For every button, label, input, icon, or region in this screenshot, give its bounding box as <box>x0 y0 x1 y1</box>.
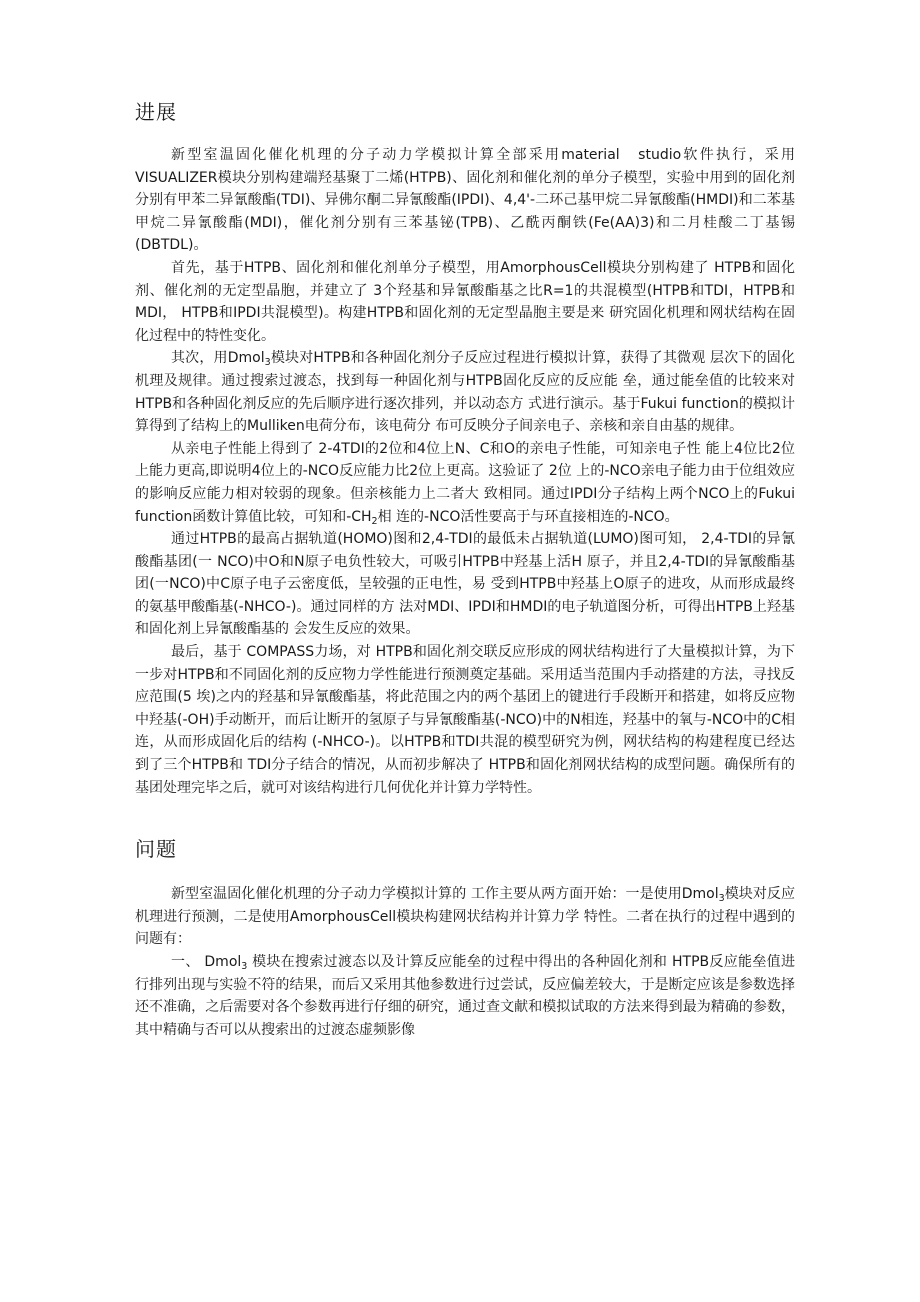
paragraph <box>135 347 795 437</box>
subscript: 3 <box>264 357 271 369</box>
text-run: 从亲电子性能上得到了 2-4TDI的2位和4位上N、C和O的亲电子性能，可知亲电子性 能上4位比2位上能力更高,即说明4位上的-NCO反应能力比2位上更高。这验证了 2位 上的-NCO亲电子能力由于位组效应的影响反应能力相对较弱的现象。但亲核能力上二者大 致相同。通过IPDI分子结构上两个NCO上的Fukui function函数计算值比较，可知和-CH <box>135 440 795 525</box>
subscript: 2 <box>371 515 378 527</box>
text-run: 相 连的-NCO活性要高于与环直接相连的-NCO。 <box>377 508 679 525</box>
text-run: 模块对反应机理进行预测，二是使用AmorphousCell模块构建网状结构并计算力学 特性。二者在执行的过程中遇到的问题有： <box>135 886 795 948</box>
text-run: 新型室温固化催化机理的分子动力学模拟计算的 工作主要从两方面开始：一是使用Dmol <box>171 886 719 903</box>
text-run: 一、 Dmol <box>171 954 242 970</box>
paragraph: 新型室温固化催化机理的分子动力学模拟计算全部采用material studio软件执行，采用VISUALIZER模块分别构建端羟基聚丁二烯(HTPB)、固化剂和催化剂的单分子模型，实验中用到的固化剂分别有甲苯二异氰酸酯(TDI)、异佛尔酮二异氰酸酯(IPDI)、4,4'-二环己基甲烷二异氰酸酯(HMDI)和二苯基甲烷二异氰酸酯(MDI)，催化剂分别有三苯基铋(TPB)、乙酰丙酮铁(Fe(AA)3)和二月桂酸二丁基锡(DBTDL)。 <box>135 147 795 254</box>
paragraph: 首先，基于HTPB、固化剂和催化剂单分子模型，用AmorphousCell模块分别构建了 HTPB和固化剂、催化剂的无定型晶胞，并建立了 3个羟基和异氰酸酯基之比R=1的共混模型(HTPB和TDI，HTPB和MDI， HTPB和IPDI共混模型)。构建HTPB和固化剂的无定型晶胞主要是来 研究固化机理和网状结构在固化过程中的特性变化。 <box>135 259 795 344</box>
paragraph: 最后，基于 COMPASS力场，对 HTPB和固化剂交联反应形成的网状结构进行了大量模拟计算，为下一步对HTPB和不同固化剂的反应物力学性能进行预测奠定基础。采用适当范围内手动搭建的方法，寻找反应范围(5 埃)之内的羟基和异氰酸酯基，将此范围之内的两个基团上的键进行手段断开和搭建，如将反应物中羟基(-OH)手动断开，而后让断开的氢原子与异氰酸酯基(-NCO)中的N相连，羟基中的氧与-NCO中的C相连，从而形成固化后的结构 (-NHCO-)。以HTPB和TDI共混的模型研究为例，网状结构的构建程度已经达到了三个HTPB和 TDI分子结合的情况，从而初步解决了 HTPB和固化剂网状结构的成型问题。确保所有的 基团处理完毕之后，就可对该结构进行几何优化并计算力学特性。 <box>135 644 795 796</box>
document-body <box>135 96 795 1041</box>
paragraph <box>135 883 795 951</box>
text-run: 模块在搜索过渡态以及计算反应能垒的过程中得出的各种固化剂和 HTPB反应能垒值进行排列出现与实验不符的结果，而后又采用其他参数进行过尝试，反应偏差较大，于是断定应该是参数选择还不准确，之后需要对各个参数再进行仔细的研究，通过查文献和模拟试取的方法来得到最为精确的参数，其中精确与否可以从搜索出的过渡态虚频影像 <box>135 954 796 1038</box>
paragraph <box>135 951 795 1041</box>
progress-section <box>135 144 795 799</box>
paragraph <box>135 438 795 528</box>
text-run: 模块对HTPB和各种固化剂分子反应过程进行模拟计算，获得了其微观 层次下的固化机理及规律。通过搜索过渡态，找到每一种固化剂与HTPB固化反应的反应能 垒，通过能垒值的比较来对HTPB和各种固化剂反应的先后顺序进行逐次排列，并以动态方 式进行演示。基于Fukui function的模拟计算得到了结构上的Mulliken电荷分布，该电荷分 布可反映分子间亲电子、亲核和亲自由基的规律。 <box>135 350 795 435</box>
subscript: 3 <box>241 961 248 972</box>
section-heading-progress: 进展 <box>135 100 177 124</box>
subscript: 3 <box>718 893 725 905</box>
section-heading-issues: 问题 <box>135 837 177 862</box>
text-run: 其次，用Dmol <box>171 350 265 367</box>
issues-section <box>135 883 795 1041</box>
paragraph: 通过HTPB的最高占据轨道(HOMO)图和2,4-TDI的最低未占据轨道(LUMO)图可知， 2,4-TDI的异氰酸酯基团(一 NCO)中O和N原子电负性较大，可吸引HTPB中羟基上活H 原子，并且2,4-TDI的异氰酸酯基团(一NCO)中C原子电子云密度低，呈较强的正电性，易 受到HTPB中羟基上O原子的进攻，从而形成最终的氨基甲酸酯基(-NHCO-)。通过同样的方 法对MDI、IPDI和HMDI的电子轨道图分析，可得出HTPB上羟基和固化剂上异氰酸酯基的 会发生反应的效果。 <box>135 531 795 638</box>
